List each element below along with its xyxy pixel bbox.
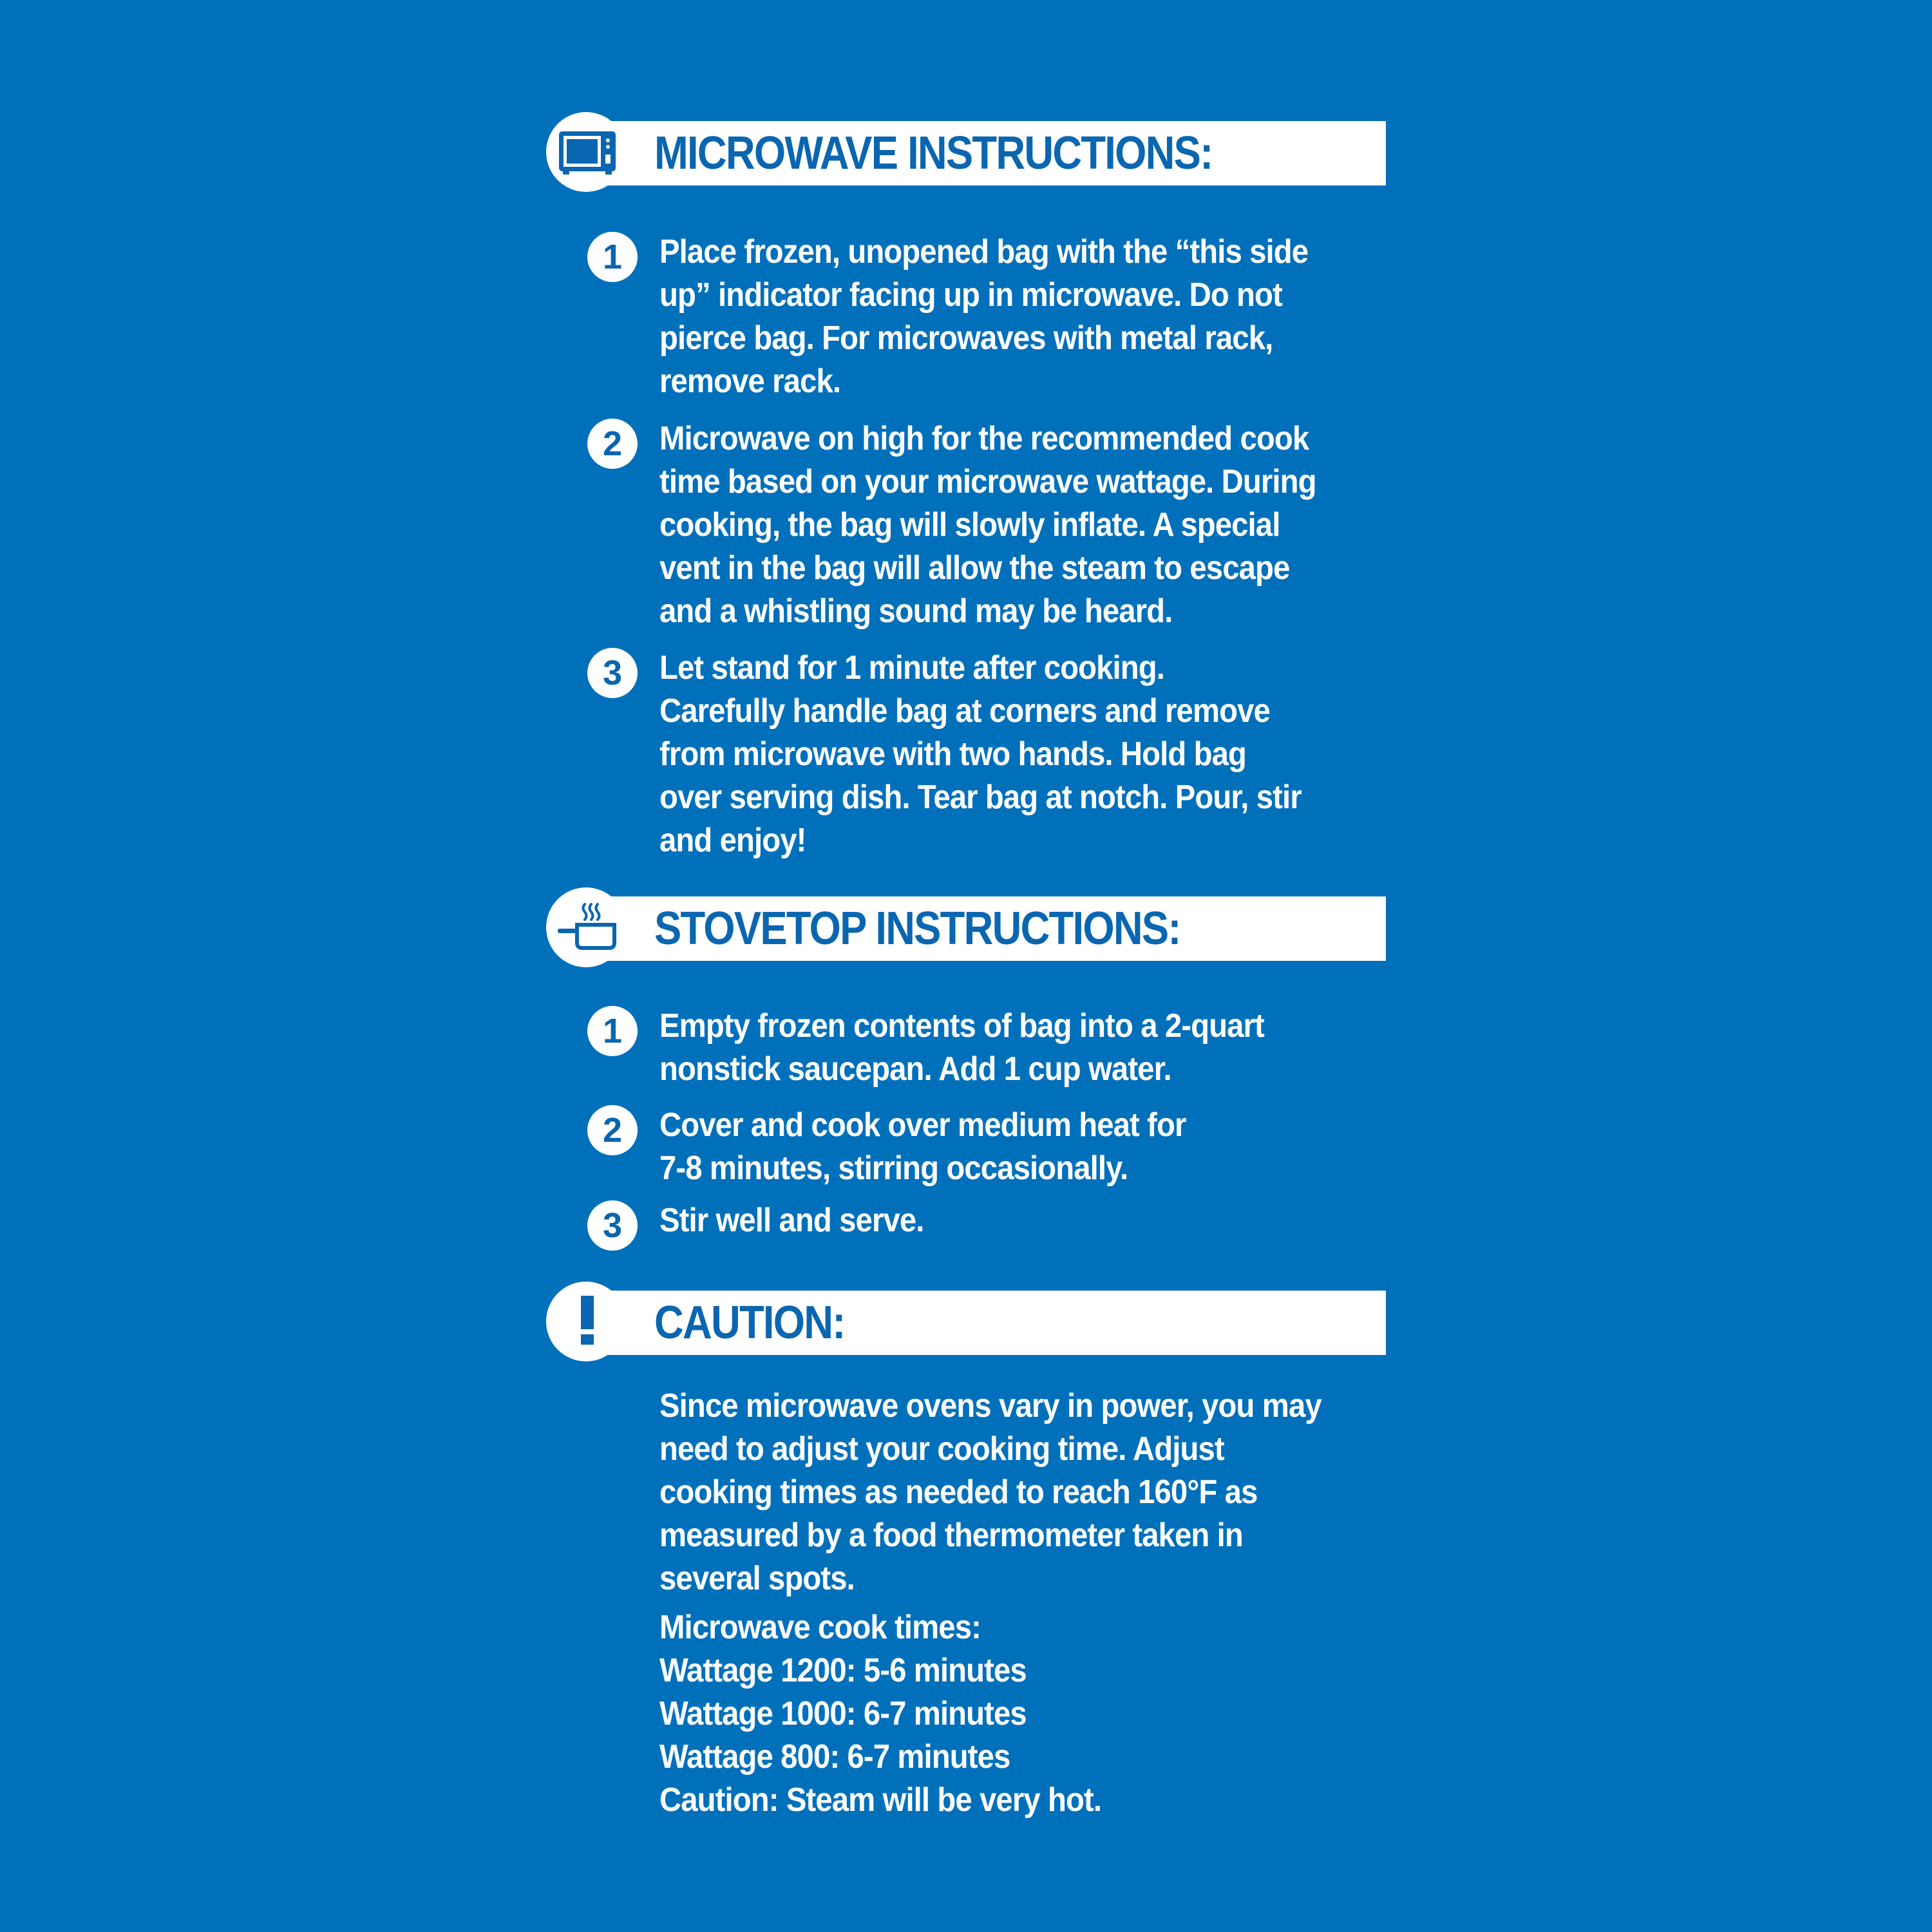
step-number-badge: 1 — [587, 1006, 638, 1056]
step-text: Stir well and serve. — [659, 1202, 924, 1239]
stovetop-title: STOVETOP INSTRUCTIONS: — [654, 903, 1180, 954]
saucepan-icon — [555, 902, 620, 953]
microwave-icon-badge — [546, 112, 626, 192]
step-text: Cover and cook over medium heat for 7-8 minutes, stirring occasionally. — [659, 1106, 1186, 1187]
step-text: Empty frozen contents of bag into a 2-quart nonstick saucepan. Add 1 cup water. — [659, 1007, 1264, 1088]
step-number-badge: 2 — [587, 1105, 638, 1155]
caution-paragraph: Since microwave ovens vary in power, you may need to adjust your cooking time. Adjust cooking times as needed to reach 160°F as measured by a food thermometer taken in several spots. — [659, 1387, 1321, 1597]
step-text: Let stand for 1 minute after cooking. Carefully handle bag at corners and remove from microwave with two hands. Hold bag over serving dish. Tear bag at notch. Pour, stir and enjoy! — [659, 649, 1302, 859]
exclamation-icon — [555, 1284, 620, 1359]
cook-time-item: Wattage 800: 6-7 minutes — [659, 1738, 1010, 1776]
step-text: Place frozen, unopened bag with the “this side up” indicator facing up in microwave. Do not pierce bag. For microwaves with metal rack, remove rack. — [659, 233, 1309, 400]
stovetop-header — [546, 887, 1386, 967]
cook-time-item: Wattage 1000: 6-7 minutes — [659, 1695, 1027, 1732]
cook-times-heading: Microwave cook times: — [659, 1609, 981, 1646]
microwave-icon — [555, 126, 620, 178]
steam-caution-note: Caution: Steam will be very hot. — [659, 1781, 1102, 1819]
caution-header — [546, 1282, 1386, 1361]
caution-icon-badge — [546, 1282, 626, 1361]
step-text: Microwave on high for the recommended cook time based on your microwave wattage. During cooking, the bag will slowly inflate. A special vent in the bag will allow the steam to escape and a whistling sound may be heard. — [659, 420, 1316, 630]
step-number-badge: 2 — [587, 419, 638, 469]
microwave-title: MICROWAVE INSTRUCTIONS: — [654, 128, 1213, 179]
microwave-header — [546, 112, 1386, 192]
cook-time-item: Wattage 1200: 5-6 minutes — [659, 1652, 1027, 1689]
stovetop-icon-badge — [546, 887, 626, 967]
caution-title: CAUTION: — [654, 1297, 845, 1349]
step-number-badge: 3 — [587, 1200, 638, 1251]
step-number-badge: 1 — [587, 232, 638, 282]
step-number-badge: 3 — [587, 648, 638, 698]
